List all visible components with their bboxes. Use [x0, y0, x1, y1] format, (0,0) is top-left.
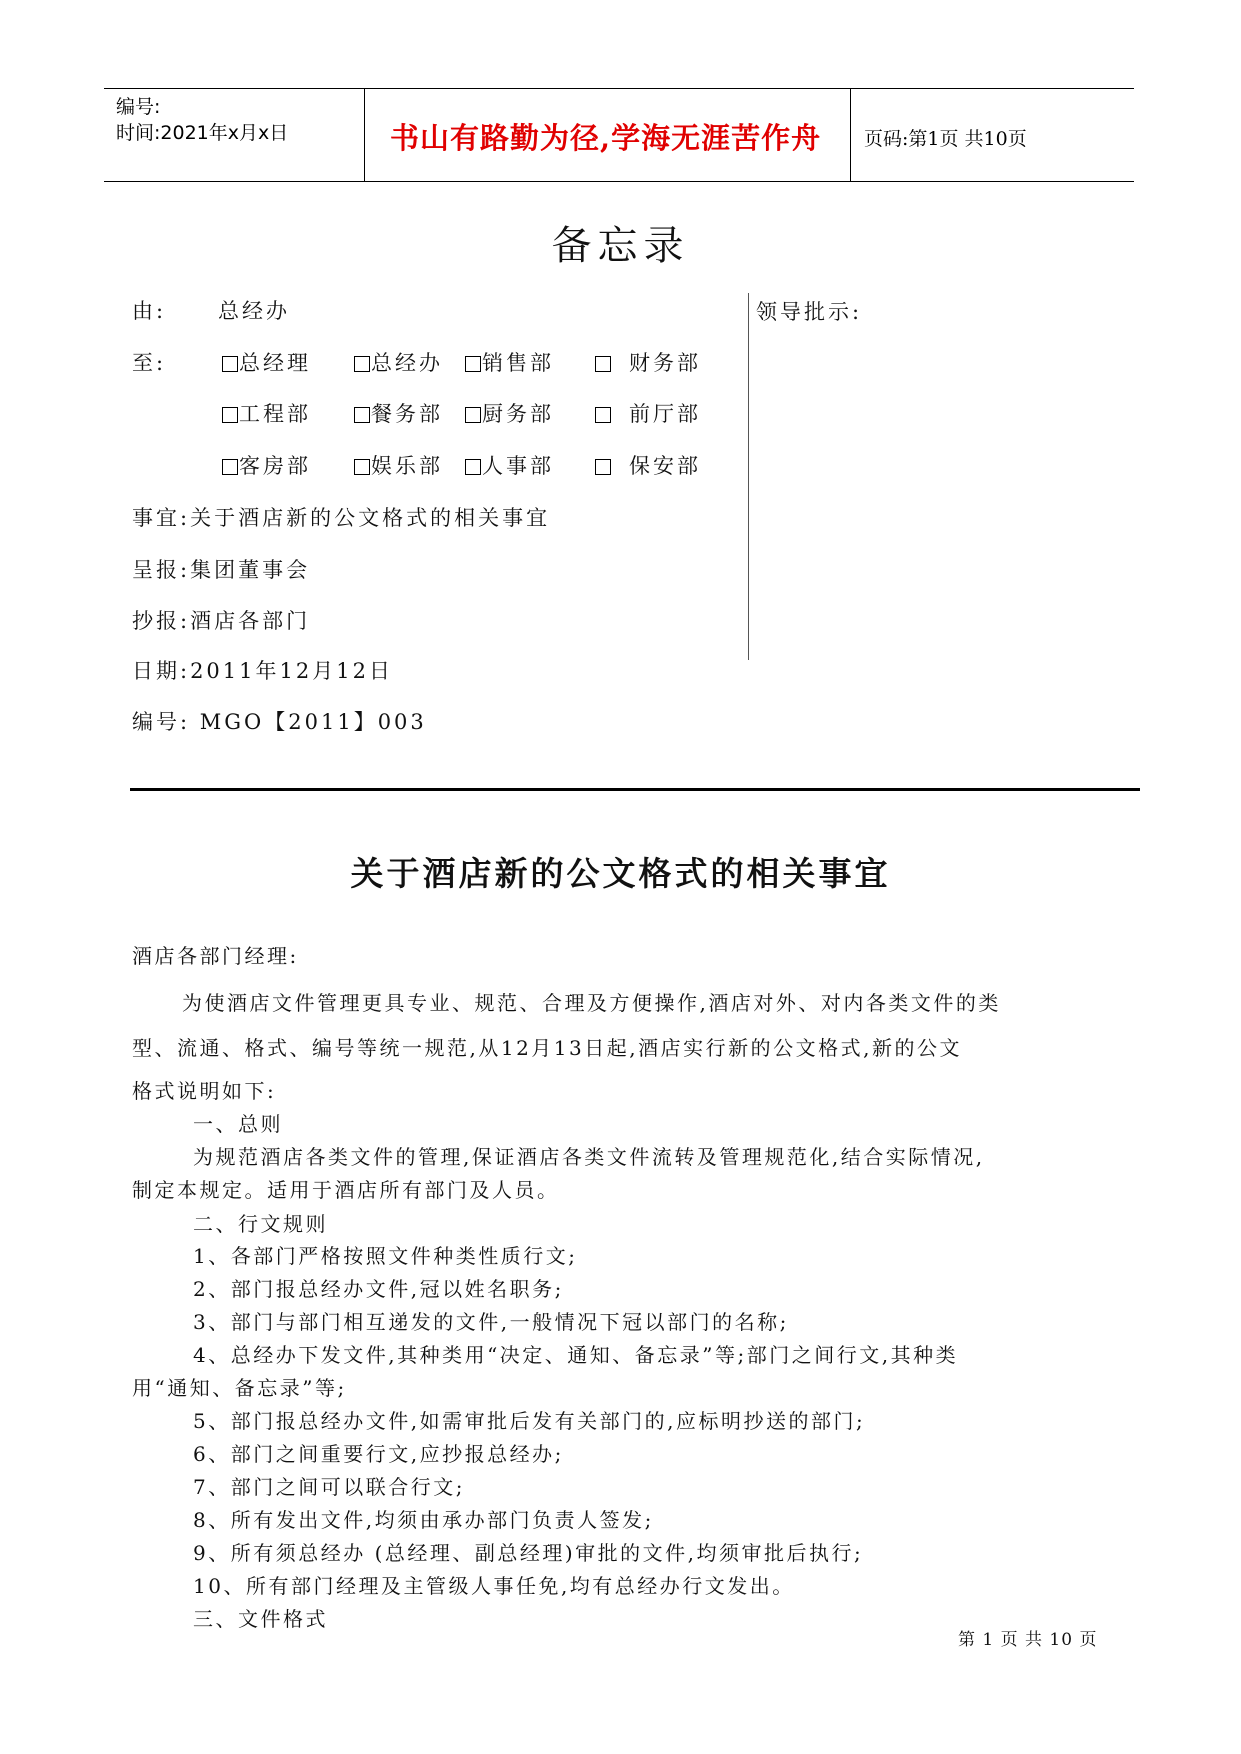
department-option[interactable]: [595, 450, 701, 480]
body-line: 7、部门之间可以联合行文;: [193, 1475, 465, 1499]
leader-comment-label: 领导批示:: [756, 300, 863, 324]
department-option[interactable]: [222, 398, 311, 428]
department-option[interactable]: [595, 347, 701, 377]
department-option[interactable]: [354, 347, 443, 377]
memo-report-to: 呈报:集团董事会: [132, 558, 311, 582]
body-line: 4、总经办下发文件,其种类用“决定、通知、备忘录”等;部门之间行文,其种类: [193, 1343, 959, 1367]
department-option[interactable]: [465, 398, 554, 428]
body-line: 9、所有须总经办 (总经理、副总经理)审批的文件,均须审批后执行;: [193, 1541, 864, 1565]
leader-comment-divider: [748, 293, 749, 660]
memo-copy-to: 抄报:酒店各部门: [132, 609, 311, 633]
department-option[interactable]: [595, 398, 701, 428]
memo-from-label: 由:: [132, 299, 167, 323]
department-label: 前厅部: [629, 402, 701, 426]
body-line: 三、文件格式: [193, 1607, 328, 1631]
department-option[interactable]: [222, 347, 311, 377]
header-motto: 书山有路勤为径,学海无涯苦作舟: [390, 121, 822, 155]
department-label: 财务部: [629, 351, 701, 375]
checkbox-icon[interactable]: [595, 459, 611, 475]
body-line: 为使酒店文件管理更具专业、规范、合理及方便操作,酒店对外、对内各类文件的类: [182, 991, 1001, 1015]
body-line: 型、流通、格式、编号等统一规范,从12月13日起,酒店实行新的公文格式,新的公文: [132, 1036, 962, 1060]
department-option[interactable]: [222, 450, 311, 480]
checkbox-icon[interactable]: [222, 459, 238, 475]
checkbox-icon[interactable]: [354, 356, 370, 372]
body-line: 5、部门报总经办文件,如需审批后发有关部门的,应标明抄送的部门;: [193, 1409, 866, 1433]
department-label: 餐务部: [371, 402, 443, 426]
document-title: 关于酒店新的公文格式的相关事宜: [350, 854, 891, 893]
salutation: 酒店各部门经理:: [132, 944, 299, 968]
checkbox-icon[interactable]: [465, 356, 481, 372]
body-line: 制定本规定。适用于酒店所有部门及人员。: [132, 1178, 560, 1202]
department-label: 工程部: [239, 402, 311, 426]
memo-doc-number: 编号: MGO【2011】003: [132, 710, 427, 734]
department-option[interactable]: [354, 398, 443, 428]
body-line: 为规范酒店各类文件的管理,保证酒店各类文件流转及管理规范化,结合实际情况,: [193, 1145, 985, 1169]
body-line: 格式说明如下:: [132, 1079, 277, 1103]
checkbox-icon[interactable]: [222, 407, 238, 423]
memo-separator-rule: [130, 788, 1140, 791]
header-divider-right: [850, 88, 851, 182]
page-footer: 第 1 页 共 10 页: [958, 1630, 1098, 1650]
header-number-label: 编号:: [116, 96, 161, 118]
memo-from-value: 总经办: [218, 299, 290, 323]
department-option[interactable]: [354, 450, 443, 480]
department-label: 人事部: [482, 454, 554, 478]
checkbox-icon[interactable]: [222, 356, 238, 372]
department-label: 总经理: [239, 351, 311, 375]
body-line: 1、各部门严格按照文件种类性质行文;: [193, 1244, 578, 1268]
body-line: 用“通知、备忘录”等;: [132, 1376, 347, 1400]
body-line: 6、部门之间重要行文,应抄报总经办;: [193, 1442, 564, 1466]
department-label: 娱乐部: [371, 454, 443, 478]
checkbox-icon[interactable]: [595, 407, 611, 423]
checkbox-icon[interactable]: [465, 459, 481, 475]
department-label: 销售部: [482, 351, 554, 375]
memo-subject: 事宜:关于酒店新的公文格式的相关事宜: [132, 506, 551, 530]
memo-title: 备忘录: [551, 223, 690, 269]
department-label: 客房部: [239, 454, 311, 478]
checkbox-icon[interactable]: [354, 407, 370, 423]
checkbox-icon[interactable]: [465, 407, 481, 423]
header-top-rule: [104, 88, 1134, 89]
header-bottom-rule: [104, 181, 1134, 182]
department-label: 保安部: [629, 454, 701, 478]
checkbox-icon[interactable]: [354, 459, 370, 475]
memo-date: 日期:2011年12月12日: [132, 659, 393, 683]
department-option[interactable]: [465, 450, 554, 480]
body-line: 一、总则: [193, 1112, 283, 1136]
header-time: 时间:2021年x月x日: [116, 122, 289, 144]
body-line: 2、部门报总经办文件,冠以姓名职务;: [193, 1277, 564, 1301]
department-label: 总经办: [371, 351, 443, 375]
department-option[interactable]: [465, 347, 554, 377]
department-label: 厨务部: [482, 402, 554, 426]
body-line: 8、所有发出文件,均须由承办部门负责人签发;: [193, 1508, 654, 1532]
header-page-info: 页码:第1页 共10页: [864, 128, 1027, 150]
body-line: 10、所有部门经理及主管级人事任免,均有总经办行文发出。: [193, 1574, 795, 1598]
body-line: 3、部门与部门相互递发的文件,一般情况下冠以部门的名称;: [193, 1310, 789, 1334]
memo-to-label: 至:: [132, 351, 167, 375]
checkbox-icon[interactable]: [595, 356, 611, 372]
header-divider-left: [364, 88, 365, 182]
body-line: 二、行文规则: [193, 1212, 328, 1236]
